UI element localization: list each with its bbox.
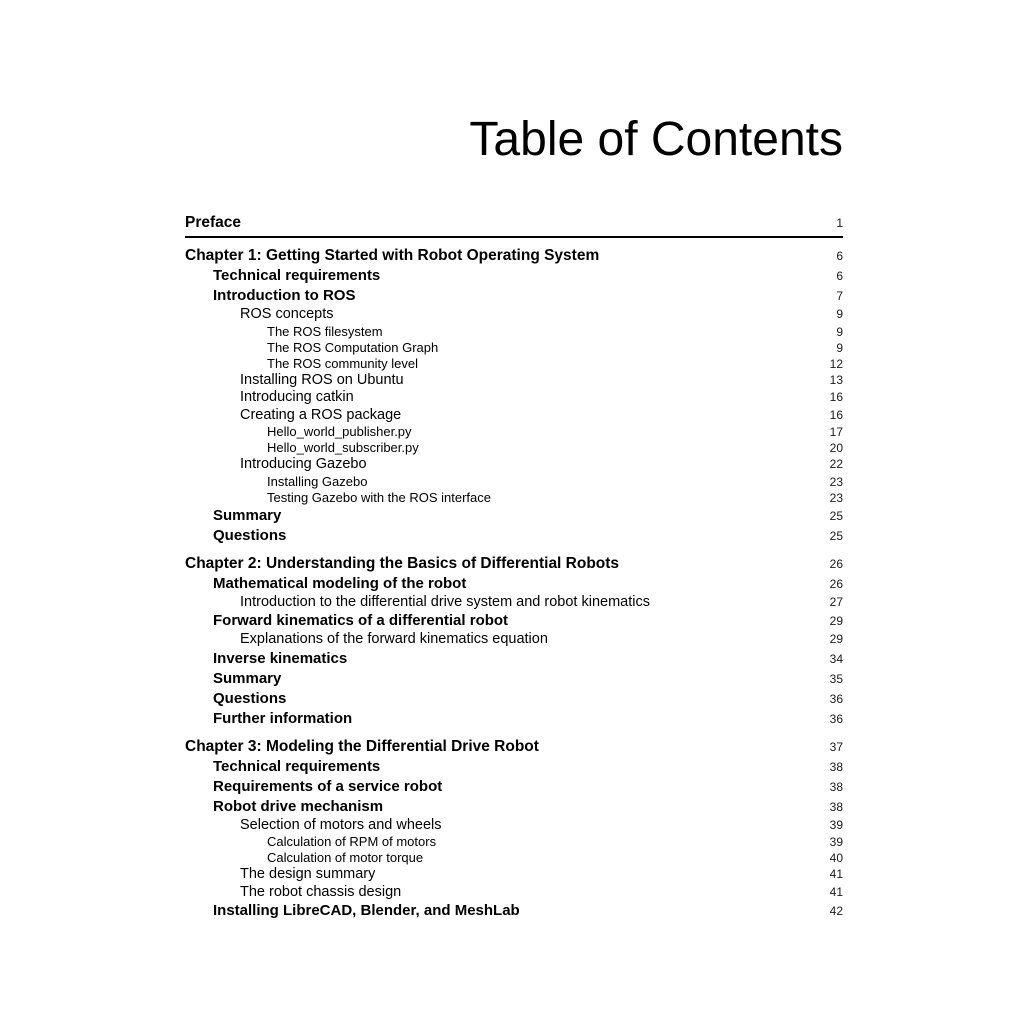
entry-label: Selection of motors and wheels (240, 816, 442, 833)
entry-page-number: 36 (829, 691, 843, 706)
entry-page-number: 20 (829, 441, 843, 456)
toc-entry[interactable] (185, 669, 843, 689)
entry-label: Introducing Gazebo (240, 456, 367, 473)
toc-chapter-1[interactable] (185, 246, 843, 266)
entry-page-number: 39 (829, 817, 843, 832)
entry-label: Chapter 1: Getting Started with Robot Operating System (185, 247, 600, 265)
entry-label: Introduction to ROS (213, 287, 356, 305)
entry-page-number: 16 (829, 390, 843, 405)
entry-label: Hello_world_subscriber.py (267, 440, 419, 456)
entry-page-number: 26 (829, 576, 843, 591)
entry-page-number: 16 (829, 407, 843, 422)
entry-page-number: 41 (829, 884, 843, 899)
entry-page-number: 39 (829, 835, 843, 850)
toc-entry[interactable] (185, 306, 843, 324)
entry-page-number: 25 (829, 528, 843, 543)
entry-page-number: 38 (829, 779, 843, 794)
toc-entry[interactable] (185, 340, 843, 356)
entry-page-number: 41 (829, 867, 843, 882)
toc-entry[interactable] (185, 689, 843, 709)
entry-label: Mathematical modeling of the robot (213, 574, 467, 592)
toc-entry[interactable] (185, 266, 843, 286)
entry-page-number: 13 (829, 372, 843, 387)
toc-entry[interactable] (185, 901, 843, 921)
toc-entry[interactable] (185, 407, 843, 425)
entry-label: Questions (213, 526, 287, 544)
entry-label: Technical requirements (213, 757, 381, 775)
toc-entry[interactable] (185, 797, 843, 817)
entry-label: Further information (213, 709, 353, 727)
entry-page-number: 7 (836, 289, 843, 304)
toc-entry[interactable] (185, 424, 843, 440)
toc-entry[interactable] (185, 866, 843, 884)
entry-label: Chapter 2: Understanding the Basics of Differential Robots (185, 554, 620, 572)
entry-page-number: 22 (829, 457, 843, 472)
entry-label: Calculation of motor torque (267, 850, 424, 866)
entry-page-number: 23 (829, 490, 843, 505)
entry-label: Installing Gazebo (267, 473, 368, 489)
entry-page-number: 29 (829, 632, 843, 647)
entry-page-number: 36 (829, 711, 843, 726)
entry-page-number: 25 (829, 508, 843, 523)
toc-entry[interactable] (185, 709, 843, 729)
toc-entry[interactable] (185, 884, 843, 902)
entry-page-number: 9 (836, 324, 843, 339)
toc-entry[interactable] (185, 817, 843, 835)
entry-page-number: 38 (829, 799, 843, 814)
entry-label: Questions (213, 689, 287, 707)
entry-label: Chapter 3: Modeling the Differential Drive Robot (185, 737, 539, 755)
toc-content (185, 112, 843, 921)
entry-label: Hello_world_publisher.py (267, 424, 412, 440)
entry-label: Testing Gazebo with the ROS interface (267, 489, 492, 505)
toc-entry[interactable] (185, 389, 843, 407)
entry-label: Installing ROS on Ubuntu (240, 371, 404, 388)
entry-label: Technical requirements (213, 267, 381, 285)
toc-entry[interactable] (185, 594, 843, 612)
toc-entry[interactable] (185, 526, 843, 546)
toc-entry-preface[interactable] (185, 213, 843, 238)
entry-label: Robot drive mechanism (213, 797, 384, 815)
toc-entry[interactable] (185, 834, 843, 850)
entry-label: Installing LibreCAD, Blender, and MeshLab (213, 902, 520, 920)
entry-page-number: 35 (829, 671, 843, 686)
toc-entry[interactable] (185, 456, 843, 474)
toc-entry[interactable] (185, 649, 843, 669)
entry-page-number: 17 (829, 425, 843, 440)
entry-page-number: 23 (829, 474, 843, 489)
toc-chapter-2[interactable] (185, 554, 843, 574)
entry-label: The robot chassis design (240, 883, 402, 900)
toc-entry[interactable] (185, 372, 843, 390)
entry-page-number: 27 (829, 594, 843, 609)
toc-chapters (185, 246, 843, 921)
entry-label: Summary (213, 506, 282, 524)
entry-page-number: 34 (829, 651, 843, 666)
entry-page-number: 38 (829, 759, 843, 774)
entry-label: Preface (185, 214, 242, 232)
toc-entry[interactable] (185, 324, 843, 340)
toc-entry[interactable] (185, 506, 843, 526)
entry-page-number: 9 (836, 307, 843, 322)
entry-label: ROS concepts (240, 306, 334, 323)
toc-entry[interactable] (185, 777, 843, 797)
toc-entry[interactable] (185, 474, 843, 490)
entry-page-number: 6 (836, 249, 843, 264)
entry-label: The design summary (240, 866, 376, 883)
toc-entry[interactable] (185, 490, 843, 506)
toc-entry[interactable] (185, 850, 843, 866)
entry-label: The ROS Computation Graph (267, 339, 439, 355)
entry-label: Explanations of the forward kinematics equation (240, 631, 548, 648)
entry-label: Forward kinematics of a differential robot (213, 612, 509, 630)
entry-page-number: 40 (829, 851, 843, 866)
toc-entry[interactable] (185, 286, 843, 306)
toc-chapter-3[interactable] (185, 737, 843, 757)
entry-page-number: 12 (829, 356, 843, 371)
entry-page-number: 6 (836, 269, 843, 284)
entry-page-number: 42 (829, 904, 843, 919)
entry-label: The ROS community level (267, 355, 418, 371)
toc-entry[interactable] (185, 757, 843, 777)
toc-entry[interactable] (185, 631, 843, 649)
entry-page-number: 37 (829, 739, 843, 754)
entry-label: Introducing catkin (240, 389, 354, 406)
entry-label: Requirements of a service robot (213, 777, 443, 795)
entry-label: Calculation of RPM of motors (267, 834, 437, 850)
toc-entry[interactable] (185, 574, 843, 594)
entry-label: Introduction to the differential drive system and robot kinematics (240, 593, 650, 610)
entry-page-number: 26 (829, 556, 843, 571)
page-title: Table of Contents (469, 113, 843, 166)
toc-entry[interactable] (185, 611, 843, 631)
toc-entry[interactable] (185, 356, 843, 372)
toc-entry[interactable] (185, 440, 843, 456)
entry-label: Summary (213, 669, 282, 687)
entry-label: Creating a ROS package (240, 406, 402, 423)
entry-page-number: 9 (836, 340, 843, 355)
entry-page-number: 1 (836, 216, 843, 231)
entry-label: The ROS filesystem (267, 323, 383, 339)
entry-page-number: 29 (829, 614, 843, 629)
entry-label: Inverse kinematics (213, 649, 348, 667)
